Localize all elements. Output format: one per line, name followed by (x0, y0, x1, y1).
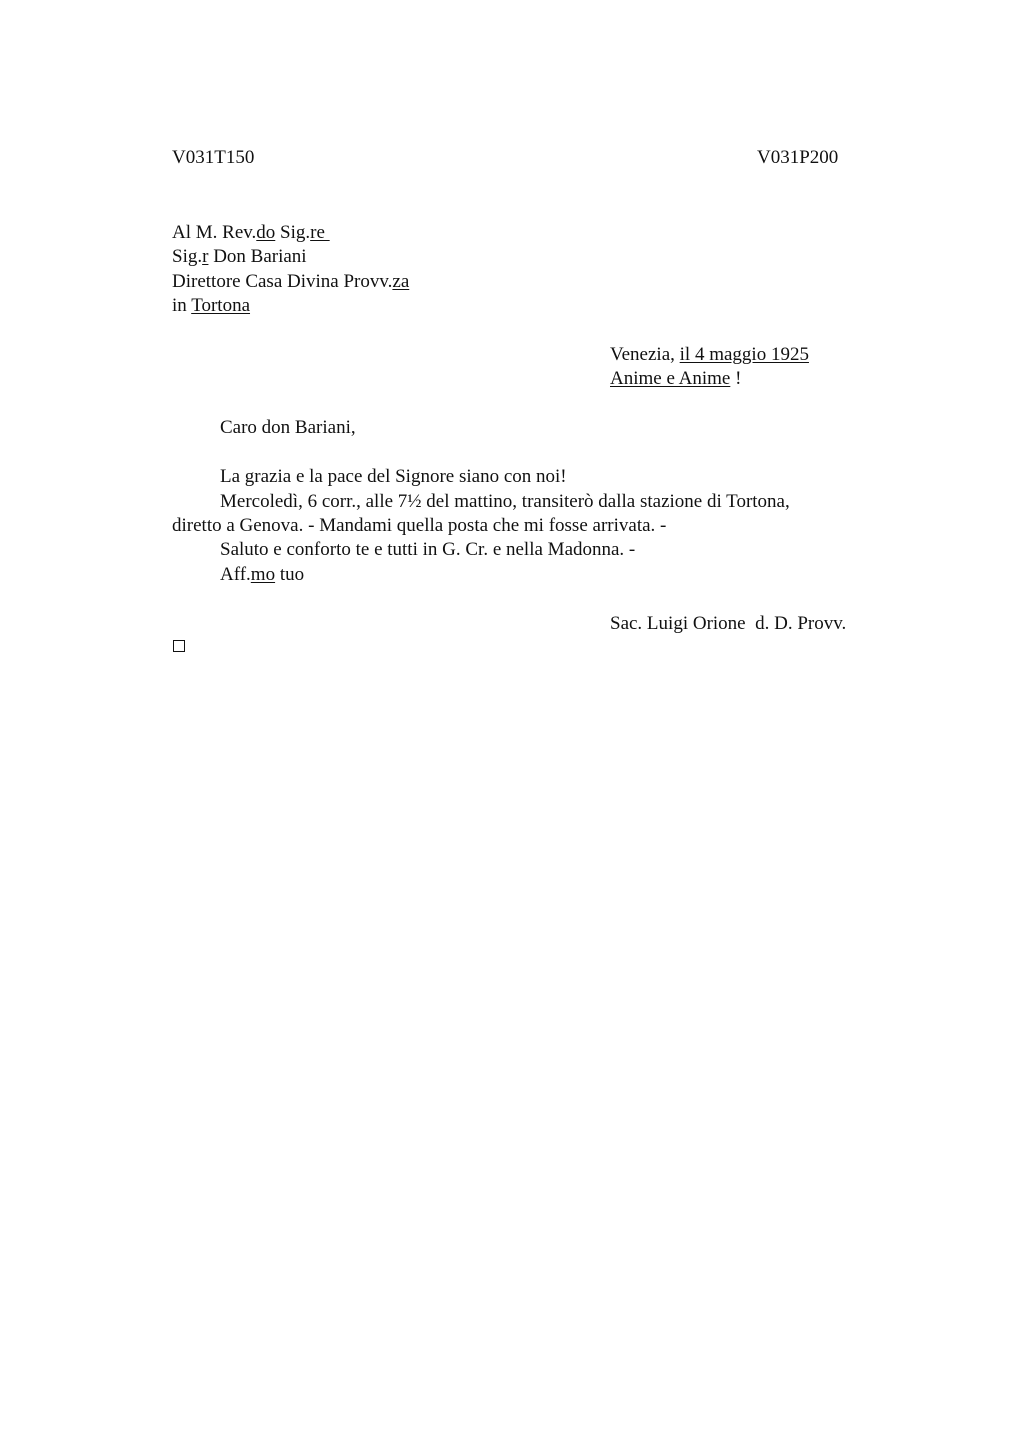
address-text: Sig. (275, 222, 311, 243)
place: Venezia, (610, 344, 680, 365)
address-abbrev: re (310, 222, 330, 243)
paragraph-3: Saluto e conforto te e tutti in G. Cr. e nella Madonna. - (220, 539, 636, 560)
address-abbrev: r (202, 246, 209, 267)
address-text: Al M. Rev. (172, 222, 257, 243)
address-abbrev: do (256, 222, 276, 243)
closing-text: Aff. (220, 564, 251, 585)
address-text: Direttore Casa Divina Provv. (172, 271, 393, 292)
motto-line (610, 367, 741, 391)
address-abbrev: za (392, 271, 410, 292)
closing (220, 563, 304, 587)
right-code: V031P200 (757, 147, 839, 168)
paragraph-1: La grazia e la pace del Signore siano con noi! (220, 466, 567, 487)
address-text: Sig. (172, 246, 203, 267)
address-text: Don Bariani (208, 246, 307, 267)
signature: Sac. Luigi Orione d. D. Provv. (610, 613, 847, 634)
paragraph-2-line-2: diretto a Genova. - Mandami quella posta che mi fosse arrivata. - (172, 515, 667, 536)
address-line-4 (172, 294, 250, 318)
address-line-2 (172, 245, 307, 269)
address-line-1 (172, 221, 330, 245)
checkbox-mark (173, 640, 185, 652)
left-code: V031T150 (172, 147, 255, 168)
dateline (610, 343, 809, 367)
date: il 4 maggio 1925 (679, 344, 809, 365)
motto: Anime e Anime (610, 368, 731, 389)
paragraph-2-line-1: Mercoledì, 6 corr., alle 7½ del mattino, transiterò dalla stazione di Tortona, (220, 491, 790, 512)
address-line-3 (172, 270, 409, 294)
closing-abbrev: mo (250, 564, 276, 585)
salutation: Caro don Bariani, (220, 417, 356, 438)
motto-tail: ! (730, 368, 742, 389)
address-text: in (172, 295, 192, 316)
address-city: Tortona (191, 295, 251, 316)
closing-text: tuo (275, 564, 305, 585)
